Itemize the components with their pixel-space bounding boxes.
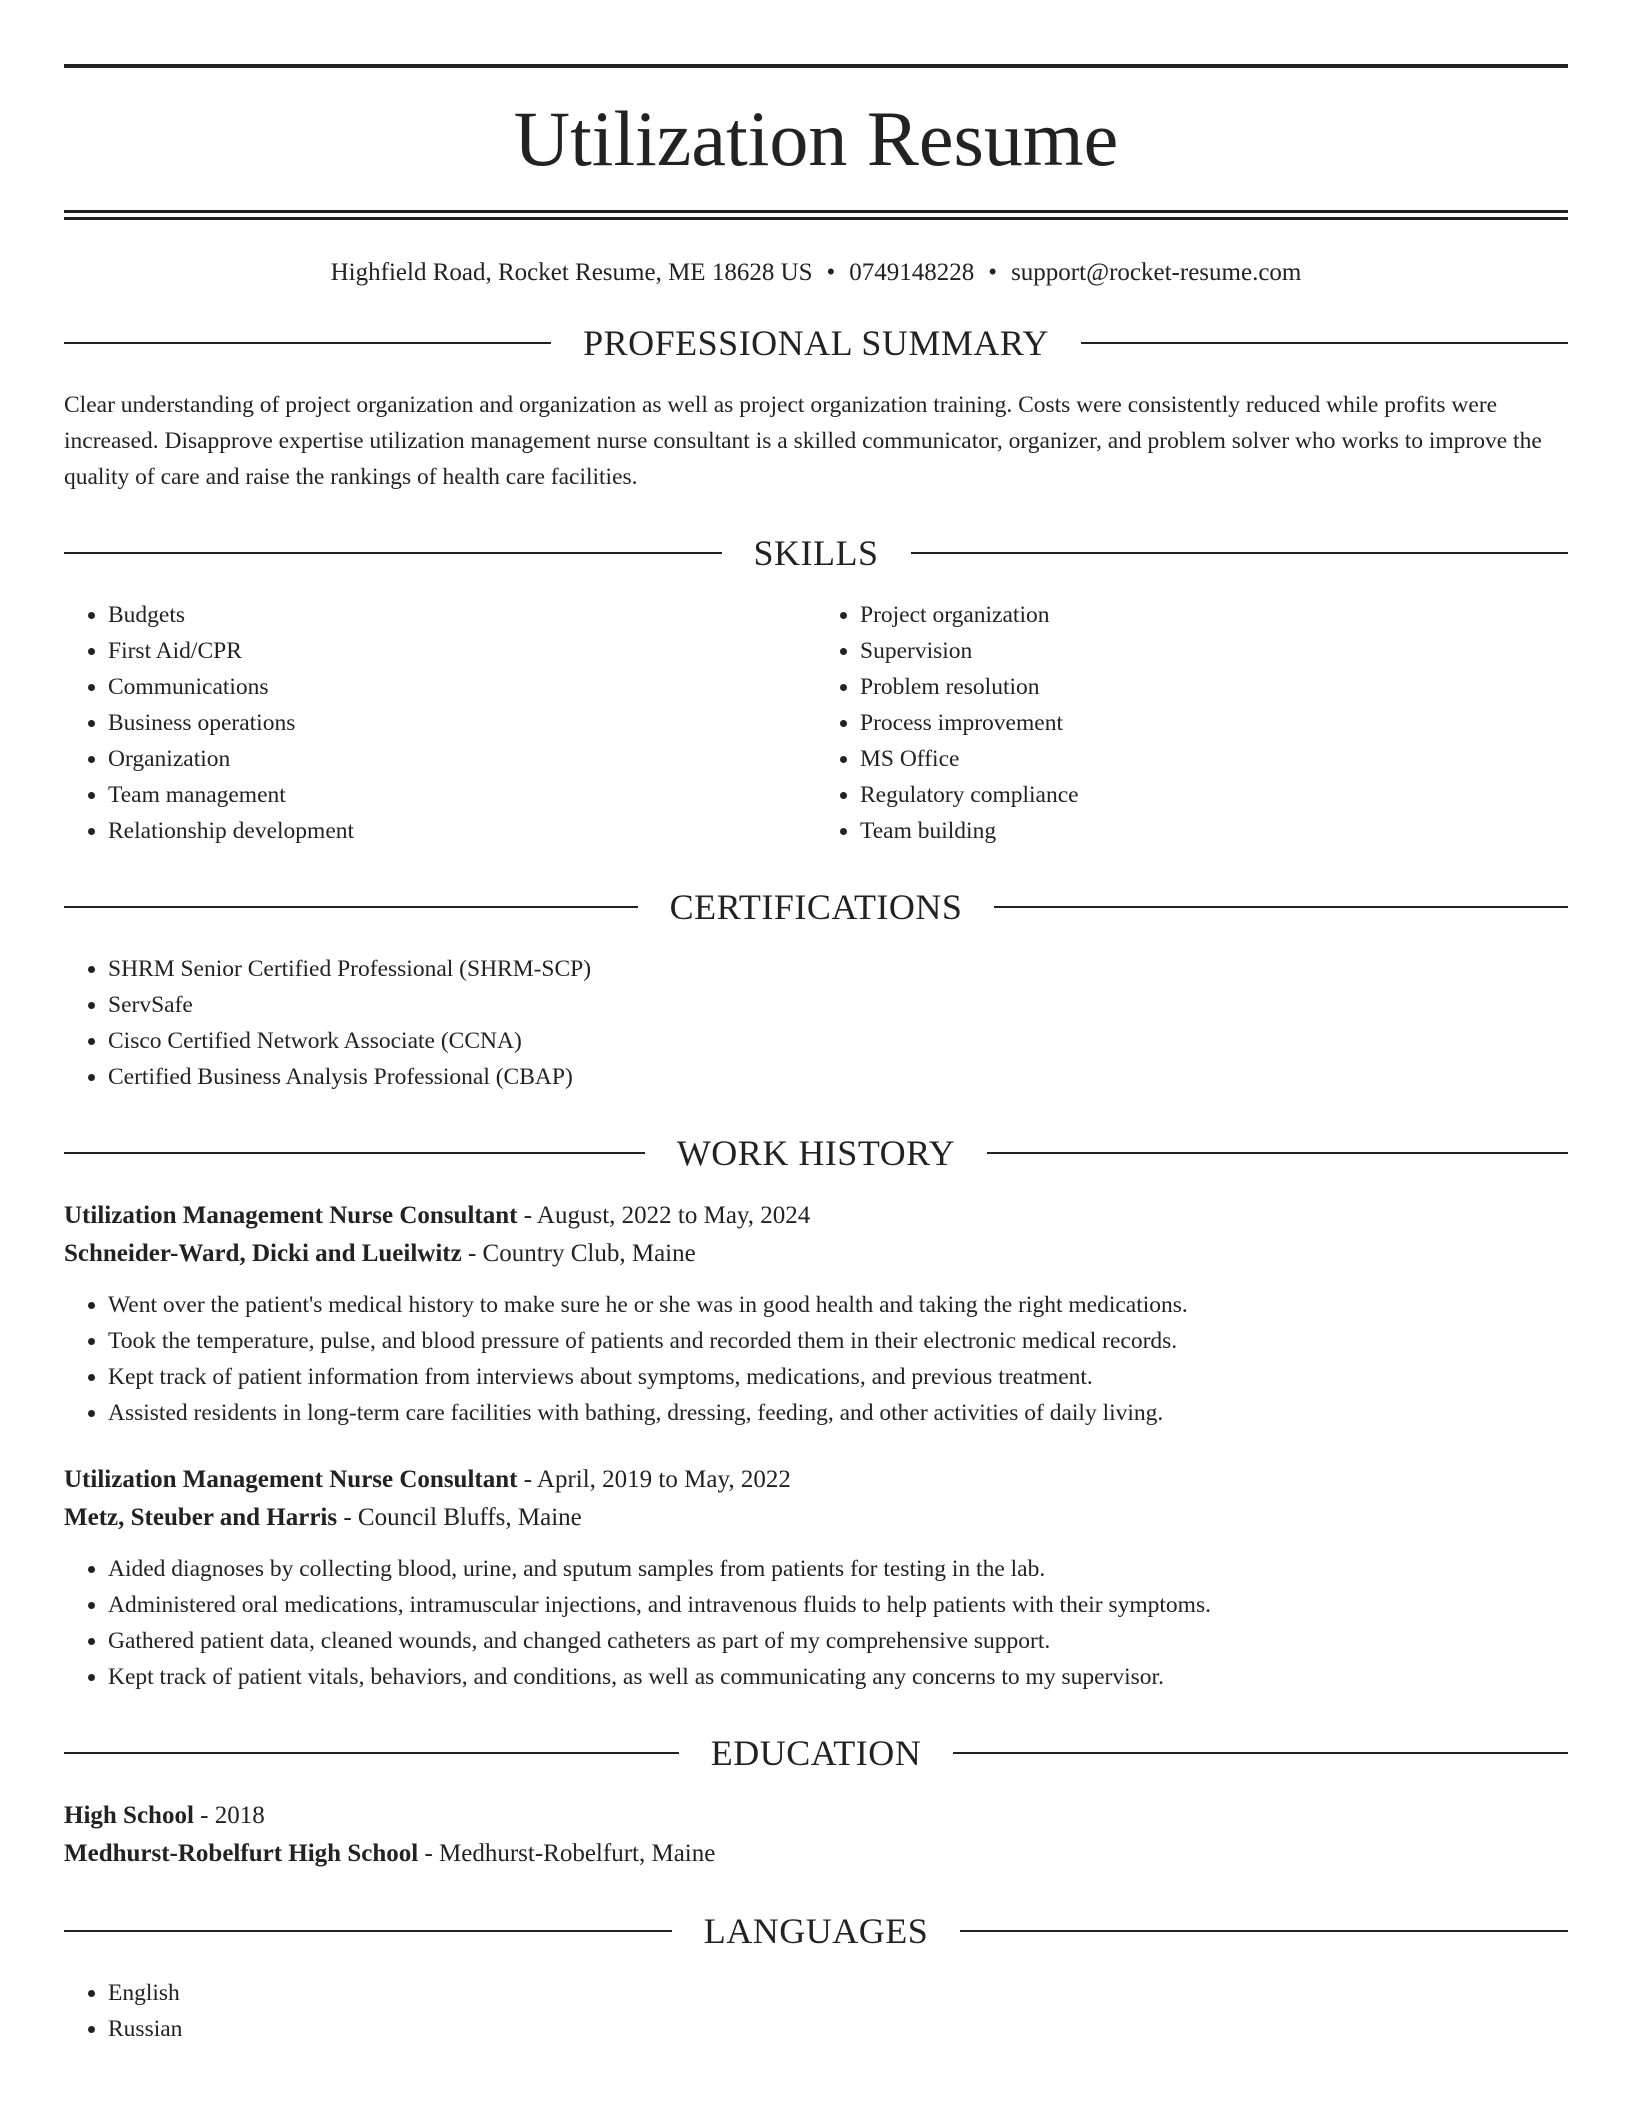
education-degree: High School — [64, 1802, 194, 1829]
job-bullet: • Kept track of patient vitals, behaviors, and conditions, as well as communicating any concerns to my supervisor. — [108, 1659, 1568, 1695]
contact-line — [64, 260, 1568, 285]
job-bullet: • Took the temperature, pulse, and blood pressure of patients and recorded them in their electronic medical records. — [108, 1323, 1568, 1359]
contact-phone: 0749148228 — [849, 259, 975, 286]
skills-list — [64, 597, 1568, 849]
job-company: Schneider-Ward, Dicki and Lueilwitz — [64, 1240, 462, 1267]
skill-item: • Business operations — [108, 705, 816, 741]
contact-separator: • — [988, 259, 998, 286]
job-bullet: • Kept track of patient information from interviews about symptoms, medications, and previous treatment. — [108, 1359, 1568, 1395]
certification-item: • Cisco Certified Network Associate (CCNA) — [108, 1023, 1568, 1059]
section-rule — [64, 906, 638, 908]
section-title: EDUCATION — [710, 1733, 922, 1773]
skill-item: • Problem resolution — [860, 669, 1568, 705]
certification-item: • ServSafe — [108, 987, 1568, 1023]
education-school: Medhurst-Robelfurt High School — [64, 1840, 419, 1867]
section-title: CERTIFICATIONS — [669, 887, 963, 927]
certifications-list — [64, 951, 1568, 1095]
skills-column-left — [64, 597, 816, 849]
job-company-line — [64, 1235, 1568, 1273]
education-degree-line — [64, 1797, 1568, 1835]
education-year: - 2018 — [193, 1802, 265, 1829]
job-company-line — [64, 1499, 1568, 1537]
job-bullets — [64, 1551, 1568, 1695]
section-rule — [64, 1930, 672, 1932]
contact-separator: • — [826, 259, 836, 286]
job-company: Metz, Steuber and Harris — [64, 1504, 338, 1531]
languages-list — [64, 1975, 1568, 2047]
job-title-line — [64, 1197, 1568, 1235]
job-location: - Country Club, Maine — [461, 1240, 696, 1267]
section-rule — [64, 1152, 645, 1154]
contact-address: Highfield Road, Rocket Resume, ME 18628 US — [330, 259, 813, 286]
skill-item: • Project organization — [860, 597, 1568, 633]
education-location: - Medhurst-Robelfurt, Maine — [418, 1840, 716, 1867]
languages-section-header — [64, 1913, 1568, 1949]
job-location: - Council Bluffs, Maine — [337, 1504, 582, 1531]
section-rule — [987, 1152, 1568, 1154]
work-section-header — [64, 1135, 1568, 1171]
section-title: SKILLS — [753, 533, 879, 573]
skill-item: • Organization — [108, 741, 816, 777]
section-rule — [960, 1930, 1568, 1932]
certification-item: • Certified Business Analysis Professional (CBAP) — [108, 1059, 1568, 1095]
job-dates: - August, 2022 to May, 2024 — [517, 1202, 811, 1229]
skill-item: • Regulatory compliance — [860, 777, 1568, 813]
section-rule — [911, 552, 1569, 554]
section-title: LANGUAGES — [703, 1911, 929, 1951]
job-title: Utilization Management Nurse Consultant — [64, 1202, 518, 1229]
skill-item: • Supervision — [860, 633, 1568, 669]
language-item: • Russian — [108, 2011, 1568, 2047]
job-title-line — [64, 1461, 1568, 1499]
title-double-rule — [64, 210, 1568, 220]
skill-item: • MS Office — [860, 741, 1568, 777]
resume-page — [64, 0, 1568, 2047]
job-entry — [64, 1461, 1568, 1695]
skill-item: • Budgets — [108, 597, 816, 633]
education-section-header — [64, 1735, 1568, 1771]
section-rule — [64, 1752, 679, 1754]
skill-item: • Communications — [108, 669, 816, 705]
summary-section-header — [64, 325, 1568, 361]
skill-item: • Team management — [108, 777, 816, 813]
job-dates: - April, 2019 to May, 2022 — [517, 1466, 791, 1493]
section-title: WORK HISTORY — [676, 1133, 956, 1173]
section-rule — [953, 1752, 1568, 1754]
job-bullets — [64, 1287, 1568, 1431]
skill-item: • First Aid/CPR — [108, 633, 816, 669]
skills-section-header — [64, 535, 1568, 571]
summary-text: Clear understanding of project organization and organization as well as project organization training. Costs were consistently reduced while profits were increased. Disapprove expertise utilization management nurse consultant is a skilled communicator, organizer, and problem solver who works to improve the quality of care and raise the rankings of health care facilities. — [64, 392, 1542, 490]
job-bullet: • Assisted residents in long-term care facilities with bathing, dressing, feeding, and other activities of daily living. — [108, 1395, 1568, 1431]
job-entry — [64, 1197, 1568, 1431]
skills-column-right — [816, 597, 1568, 849]
job-bullet: • Gathered patient data, cleaned wounds, and changed catheters as part of my comprehensive support. — [108, 1623, 1568, 1659]
section-rule — [1081, 342, 1568, 344]
section-rule — [64, 552, 722, 554]
job-bullet: • Aided diagnoses by collecting blood, urine, and sputum samples from patients for testing in the lab. — [108, 1551, 1568, 1587]
resume-title: Utilization Resume — [513, 95, 1119, 182]
education-school-line — [64, 1835, 1568, 1873]
skill-item: • Process improvement — [860, 705, 1568, 741]
contact-email[interactable]: support@rocket-resume.com — [1011, 259, 1302, 286]
job-bullet: • Went over the patient's medical history to make sure he or she was in good health and taking the right medications. — [108, 1287, 1568, 1323]
certifications-section-header — [64, 889, 1568, 925]
language-item: • English — [108, 1975, 1568, 2011]
job-title: Utilization Management Nurse Consultant — [64, 1466, 518, 1493]
job-bullet: • Administered oral medications, intramuscular injections, and intravenous fluids to help patients with their symptoms. — [108, 1587, 1568, 1623]
skill-item: • Team building — [860, 813, 1568, 849]
certification-item: • SHRM Senior Certified Professional (SHRM-SCP) — [108, 951, 1568, 987]
section-rule — [64, 342, 551, 344]
section-rule — [994, 906, 1568, 908]
skill-item: • Relationship development — [108, 813, 816, 849]
section-title: PROFESSIONAL SUMMARY — [583, 323, 1049, 363]
